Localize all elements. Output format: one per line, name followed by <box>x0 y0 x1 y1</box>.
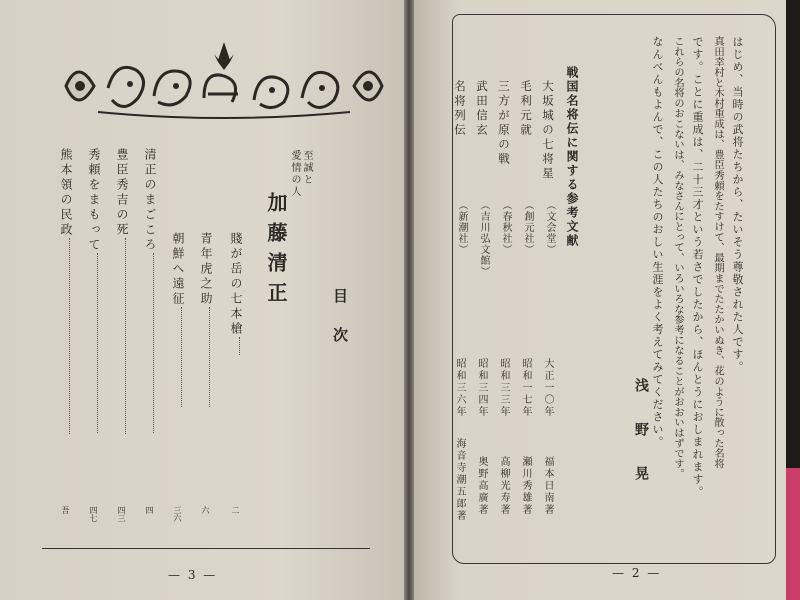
toc-item[interactable] <box>86 148 103 433</box>
page-number: — 2 — <box>612 566 662 580</box>
reference-publisher: （文会堂） <box>544 200 555 255</box>
reference-writer: 福本日南著 <box>542 456 553 516</box>
toc-leader <box>239 337 240 355</box>
reference-title: 毛利元就 <box>519 80 533 138</box>
toc-title: 目次 <box>331 288 349 366</box>
subtitle <box>288 150 312 198</box>
toc-item[interactable] <box>198 232 215 407</box>
reference-writer: 奥野高廣著 <box>476 456 487 516</box>
reference-title: 大坂城の七将星 <box>541 80 555 182</box>
reference-publisher: （創元社） <box>522 200 533 255</box>
toc-item-title: 熊本領の民政 <box>59 148 73 238</box>
toc-page-number: 吾 <box>61 506 70 514</box>
author-name: 浅野晃 <box>633 378 649 510</box>
toc-item[interactable] <box>114 148 131 434</box>
toc-leader <box>153 253 154 433</box>
reference-era: 昭和三三年 <box>498 358 509 418</box>
reference-writer: 高柳光寿著 <box>498 456 509 516</box>
subtitle-line: 至誠と <box>301 150 312 186</box>
toc-page-number: 三六 <box>173 506 182 522</box>
book-gutter <box>404 0 414 600</box>
toc-page-number: 四 <box>145 506 154 514</box>
body-line: 真田幸村と木村重成は、豊臣秀頼をたすけて、最期までたたかいぬき、花のように散った名将 <box>712 36 724 469</box>
reference-publisher: （春秋社） <box>500 200 511 255</box>
toc-item-title: 朝鮮へ遠征 <box>171 232 185 307</box>
reference-era: 昭和三四年 <box>476 358 487 418</box>
toc-item-title: 清正のまごころ <box>143 148 157 253</box>
chapter-name: 加藤清正 <box>264 192 288 312</box>
reference-title: 武田信玄 <box>475 80 489 138</box>
body-line: はじめ、当時の武将たちから、たいそう尊敬された人です。 <box>731 36 744 374</box>
toc-leader <box>97 253 98 433</box>
body-line: です。ことに重成は、二十三才という若さでしたから、ほんとうにおしまれます。 <box>691 36 704 499</box>
toc-page-number: 二 <box>231 506 240 514</box>
reference-era: 昭和一七年 <box>520 358 531 418</box>
toc-leader <box>181 307 182 407</box>
toc-item[interactable] <box>170 232 187 407</box>
toc-item-title: 賤が岳の七本槍 <box>229 232 243 337</box>
toc-item[interactable] <box>228 232 245 355</box>
toc-item-title: 青年虎之助 <box>199 232 213 307</box>
body-line: なんべんもよんで、この人たちのおしい生涯をよく考えてみてください。 <box>651 36 664 449</box>
toc-leader <box>69 238 70 434</box>
ornamental-header-icon <box>58 36 390 124</box>
toc-item-title: 秀頼をまもって <box>87 148 101 253</box>
toc-page-number: 四七 <box>89 506 98 522</box>
toc-leader <box>125 238 126 434</box>
reference-publisher: （新潮社） <box>456 200 467 255</box>
reference-title: 名将列伝 <box>453 80 467 138</box>
toc-item[interactable] <box>58 148 75 434</box>
toc-item-title: 豊臣秀吉の死 <box>115 148 129 238</box>
body-line: これらの名将のおこないは、みなさんにとって、いろいろな参考になることがおおいはずです。 <box>672 36 684 479</box>
pink-bookmark-tab <box>786 468 800 600</box>
reference-writer: 海音寺潮五郎著 <box>454 438 465 522</box>
reference-title: 三方が原の戦 <box>497 80 511 167</box>
references-heading: 戦国名将伝に関する参考文献 <box>565 66 579 248</box>
right-page <box>414 0 786 600</box>
bottom-rule <box>42 548 370 549</box>
reference-era: 大正一〇年 <box>542 358 553 418</box>
reference-writer: 瀬川秀雄著 <box>520 456 531 516</box>
toc-leader <box>209 307 210 407</box>
page-number: — 3 — <box>168 568 218 582</box>
subtitle-line: 愛情の人 <box>289 150 300 198</box>
reference-publisher: （吉川弘文館） <box>478 200 489 277</box>
toc-page-number: 四三 <box>117 506 126 522</box>
reference-era: 昭和三六年 <box>454 358 465 418</box>
toc-page-number: 六 <box>201 506 210 514</box>
toc-item[interactable] <box>142 148 159 433</box>
